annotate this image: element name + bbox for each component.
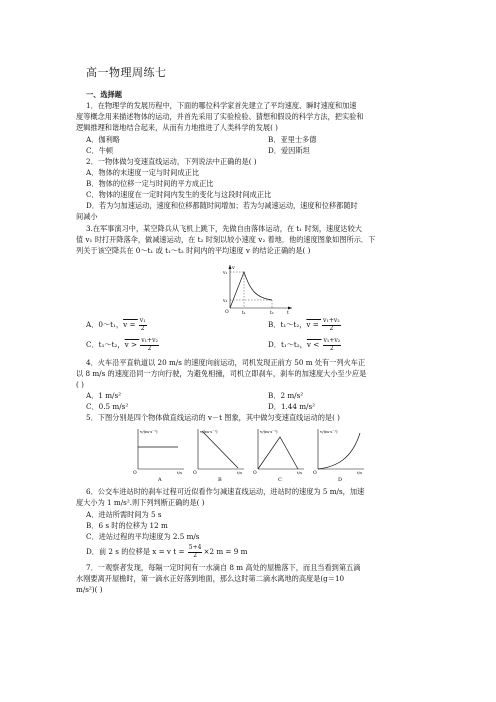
q2-line1: 2．一物体做匀变速直线运动，下列说法中正确的是( ) [86,157,257,166]
q1-option-b: B．亚里士多德 [268,135,317,144]
svg-text:v/(m·s⁻¹): v/(m·s⁻¹) [320,429,338,434]
q6-option-a: A．进站所需时间为 5 s [86,510,162,519]
q5-label-b: B [218,477,222,483]
q3-option-a: A．0～t₁，v = $\frac{\text{v₁}}{2}$ [86,317,146,332]
q7-line3: m/s²)( ) [76,585,103,594]
svg-text:O: O [313,471,317,476]
q5-label-a: A [158,477,162,483]
q1-option-c: C．牛顿 [86,146,114,155]
svg-text:O: O [193,471,197,476]
q1-line2: 度等概念用来描述物体的运动，并首先采用了实验检验、猜想和假设的科学方法，把实验和 [76,112,364,121]
q3-velocity-graph [222,262,294,314]
q2-option-b: B．物体的位移一定与时间的平方成正比 [86,179,214,188]
q5-line1: 5．下图分别是四个物体做直线运动的 v－t 图象，其中做匀变速直线运动的是( ) [86,413,340,422]
svg-text:v/(m·s⁻¹): v/(m·s⁻¹) [260,429,278,434]
q4-option-b: B．2 m/s² [268,391,304,400]
graph-t1-label: t₁ [242,311,246,314]
graph-v-label: v [232,265,235,271]
q3-option-d: D．t₁～t₂，v < $\frac{\text{v₁+v₂}}{2}$ [268,337,341,352]
svg-text:t/s: t/s [237,470,243,475]
svg-text:O: O [253,471,257,476]
q3-line3: 列关于该空降兵在 0～t₁ 或 t₁～t₂ 时间内的平均速度 v 的结论正确的是( ) [76,246,311,255]
svg-text:v/(m·s⁻¹): v/(m·s⁻¹) [140,429,158,434]
q4-option-d: D．1.44 m/s² [268,402,316,411]
q6-line1: 6．公交车进站时的刹车过程可近似看作匀减速直线运动，进站时的速度为 5 m/s，加速 [86,487,365,496]
svg-text:O: O [133,471,137,476]
graph-v2-label: v₂ [223,299,228,304]
q6-option-d: D．前 2 s 的位移是 x = v t = $\frac{5+4}{2}$ ×2 m = 9 m [86,544,248,559]
q3-option-c: C．t₁～t₂，v > $\frac{\text{v₁+v₂}}{2}$ [86,337,158,352]
q4-option-c: C．0.5 m/s² [86,402,129,411]
graph-t-label: t [287,311,289,314]
q2-option-c: C．物体的速度在一定时间内发生的变化与这段时间成正比 [86,190,272,199]
q4-line3: ( ) [76,380,84,389]
q2-option-a: A．物体的末速度一定与时间成正比 [86,168,200,177]
q1-option-d: D．爱因斯坦 [268,146,310,155]
q4-line2: 以 8 m/s 的速度沿同一方向行驶，为避免相撞，司机立即刹车，刹车的加速度大小至少应是 [76,369,367,378]
q1-option-a: A．伽利略 [86,135,120,144]
q7-line1: 7．一观察者发现，每隔一定时间有一水滴自 8 m 高处的屋檐落下，而且当看到第五滴 [86,563,361,572]
graph-origin-label: O [225,310,229,314]
q1-line3: 逻辑推理和谐地结合起来，从而有力地推进了人类科学的发展( ) [76,123,278,132]
svg-text:t/s: t/s [297,470,303,475]
q6-line2: 度大小为 1 m/s².则下列判断正确的是( ) [76,498,205,507]
q5-label-d: D [338,477,343,483]
q6-option-b: B．6 s 时的位移为 12 m [86,521,168,530]
q1-line1: 1．在物理学的发展历程中，下面的哪位科学家首先建立了平均速度、瞬时速度和加速 [86,101,357,110]
svg-text:t/s: t/s [357,470,363,475]
section-heading: 一、选择题 [86,90,122,99]
q2-option-d-line1: D．若为匀加速运动，速度和位移都随时间增加；若为匀减速运动，速度和位移都随时 [86,201,358,210]
q5-graphs [128,425,372,483]
q3-line1: 3.在军事演习中，某空降兵从飞机上跳下，先做自由落体运动，在 t₁ 时刻，速度达较大 [86,224,362,233]
svg-text:v/(m·s⁻¹): v/(m·s⁻¹) [200,429,218,434]
q5-graph-c [253,429,304,483]
graph-v1-label: v₁ [223,271,228,276]
q6-option-c: C．进站过程的平均速度为 2.5 m/s [86,532,200,541]
q2-option-d-line2: 间减小 [76,212,98,221]
page-title: 高一物理周练七 [86,66,167,79]
q3-line2: 值 v₁ 时打开降落伞，做减速运动，在 t₂ 时刻以较小速度 v₂ 着地．他的速度图象如图所示．下 [76,235,376,244]
svg-text:t/s: t/s [177,470,183,475]
q4-line1: 4．火车沿平直轨道以 20 m/s 的速度向前运动，司机发现正前方 50 m 处有一列火车正 [86,358,366,367]
q3-option-b: B．t₁～t₂，v = $\frac{\text{v₁+v₂}}{2}$ [268,317,340,332]
q5-graph-a [133,429,184,483]
q5-graph-b [193,429,244,483]
q7-line2: 水刚要离开屋檐时，第一滴水正好落到地面，那么这时第二滴水离地的高度是(g＝10 [76,574,345,583]
q5-graph-d [313,429,364,483]
graph-t2-label: t₂ [270,311,274,314]
q4-option-a: A．1 m/s² [86,391,122,400]
q5-label-c: C [278,477,282,483]
